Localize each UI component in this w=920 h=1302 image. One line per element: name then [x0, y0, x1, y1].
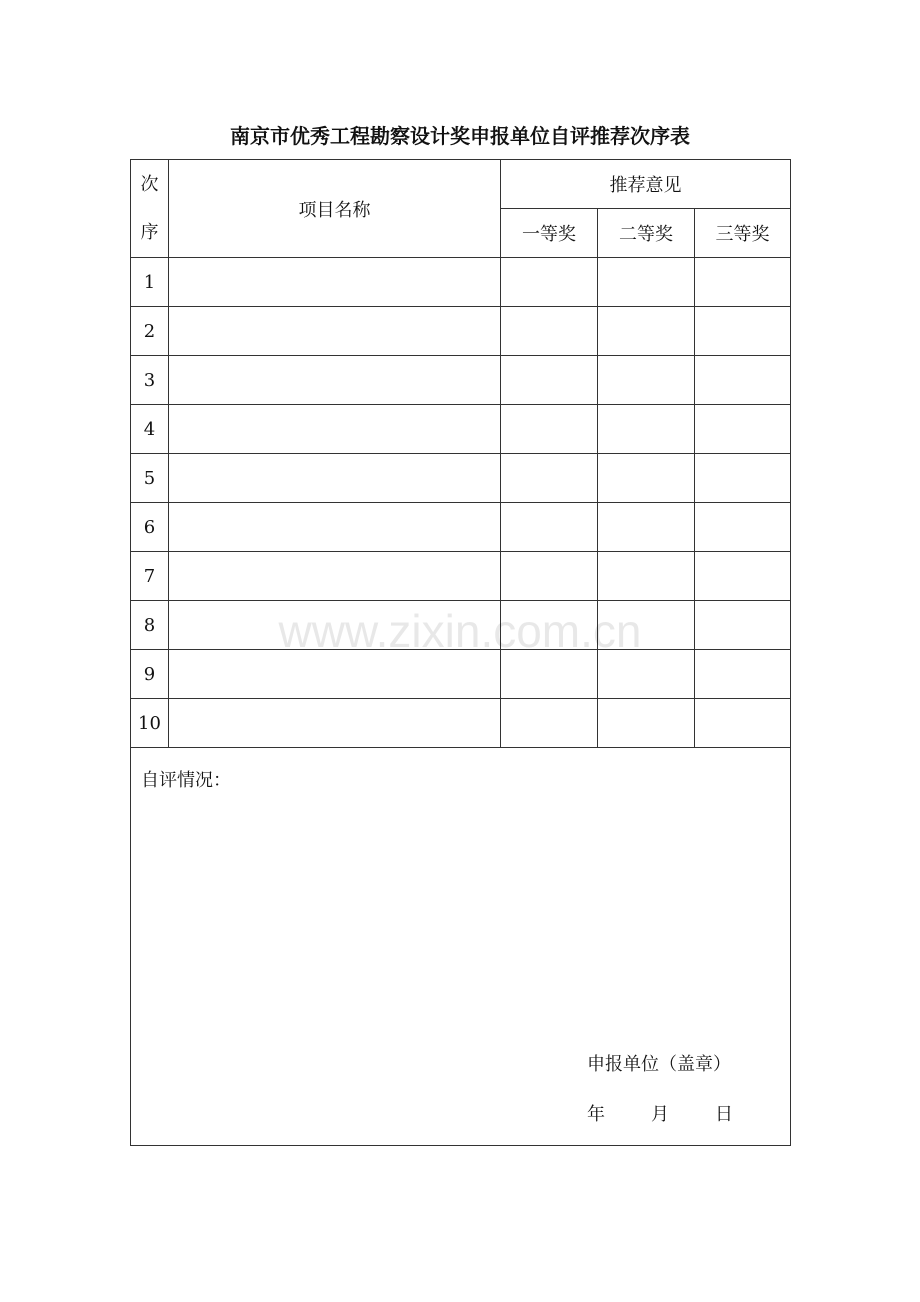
- third-prize-cell[interactable]: [695, 307, 791, 356]
- second-prize-cell[interactable]: [598, 699, 695, 748]
- table-row: [131, 258, 791, 307]
- table-row: [131, 699, 791, 748]
- day-label: 日: [715, 1104, 733, 1125]
- table-row: [131, 454, 791, 503]
- project-name-cell[interactable]: [169, 503, 501, 552]
- third-prize-cell[interactable]: [695, 258, 791, 307]
- project-name-header: 项目名称: [169, 160, 501, 258]
- second-prize-cell[interactable]: [598, 503, 695, 552]
- third-prize-cell[interactable]: [695, 699, 791, 748]
- table-row: [131, 552, 791, 601]
- third-prize-cell[interactable]: [695, 601, 791, 650]
- third-prize-header: 三等奖: [695, 209, 791, 258]
- row-number: 6: [131, 503, 169, 552]
- project-name-cell[interactable]: [169, 258, 501, 307]
- table-row: [131, 405, 791, 454]
- first-prize-cell[interactable]: [501, 699, 598, 748]
- sequence-header-char-2: 序: [140, 221, 159, 243]
- project-name-cell[interactable]: [169, 454, 501, 503]
- project-name-cell[interactable]: [169, 699, 501, 748]
- third-prize-cell[interactable]: [695, 552, 791, 601]
- first-prize-cell[interactable]: [501, 258, 598, 307]
- third-prize-cell[interactable]: [695, 356, 791, 405]
- row-number: 5: [131, 454, 169, 503]
- third-prize-cell[interactable]: [695, 405, 791, 454]
- table-row: [131, 650, 791, 699]
- year-label: 年: [587, 1104, 605, 1125]
- table-row: [131, 307, 791, 356]
- self-evaluation-label: 自评情况：: [141, 770, 231, 791]
- second-prize-cell[interactable]: [598, 454, 695, 503]
- self-evaluation-section[interactable]: [131, 748, 791, 1146]
- row-number: 8: [131, 601, 169, 650]
- recommendation-header: 推荐意见: [501, 160, 791, 209]
- first-prize-cell[interactable]: [501, 503, 598, 552]
- row-number: 10: [131, 699, 169, 748]
- table-row: [131, 503, 791, 552]
- form-title: 南京市优秀工程勘察设计奖申报单位自评推荐次序表: [230, 124, 690, 148]
- second-prize-cell[interactable]: [598, 601, 695, 650]
- project-name-cell[interactable]: [169, 601, 501, 650]
- third-prize-cell[interactable]: [695, 454, 791, 503]
- row-number: 1: [131, 258, 169, 307]
- second-prize-cell[interactable]: [598, 405, 695, 454]
- project-name-cell[interactable]: [169, 307, 501, 356]
- second-prize-cell[interactable]: [598, 258, 695, 307]
- first-prize-cell[interactable]: [501, 552, 598, 601]
- first-prize-cell[interactable]: [501, 601, 598, 650]
- first-prize-cell[interactable]: [501, 454, 598, 503]
- ranking-table: [130, 159, 791, 1146]
- second-prize-cell[interactable]: [598, 650, 695, 699]
- second-prize-header: 二等奖: [598, 209, 695, 258]
- row-number: 2: [131, 307, 169, 356]
- project-name-cell[interactable]: [169, 405, 501, 454]
- applicant-seal-label: 申报单位（盖章）: [587, 1054, 731, 1075]
- project-name-cell[interactable]: [169, 552, 501, 601]
- project-name-cell[interactable]: [169, 650, 501, 699]
- first-prize-cell[interactable]: [501, 405, 598, 454]
- first-prize-cell[interactable]: [501, 650, 598, 699]
- sequence-header: [131, 160, 169, 258]
- project-name-cell[interactable]: [169, 356, 501, 405]
- first-prize-cell[interactable]: [501, 307, 598, 356]
- second-prize-cell[interactable]: [598, 356, 695, 405]
- second-prize-cell[interactable]: [598, 552, 695, 601]
- watermark: www.zixin.com.cn: [278, 605, 642, 657]
- first-prize-header: 一等奖: [501, 209, 598, 258]
- month-label: 月: [651, 1104, 669, 1125]
- row-number: 9: [131, 650, 169, 699]
- first-prize-cell[interactable]: [501, 356, 598, 405]
- row-number: 4: [131, 405, 169, 454]
- table-row: [131, 356, 791, 405]
- date-line: [587, 1100, 733, 1126]
- sequence-header-char-1: 次: [140, 173, 159, 195]
- row-number: 3: [131, 356, 169, 405]
- third-prize-cell[interactable]: [695, 503, 791, 552]
- table-row: [131, 601, 791, 650]
- row-number: 7: [131, 552, 169, 601]
- third-prize-cell[interactable]: [695, 650, 791, 699]
- second-prize-cell[interactable]: [598, 307, 695, 356]
